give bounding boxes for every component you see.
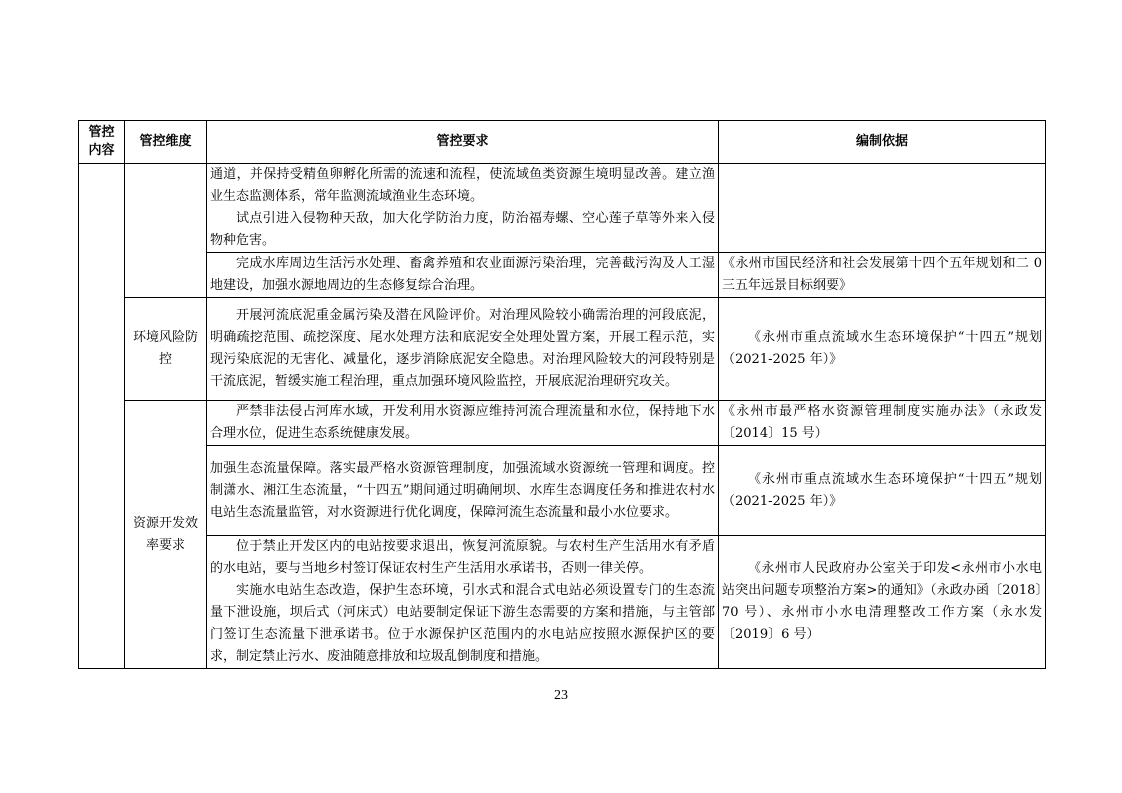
basis-cell	[719, 298, 1046, 401]
basis-cell	[719, 401, 1046, 446]
requirement-cell	[207, 298, 719, 401]
basis-text: 《永州市重点流域水生态环境保护“十四五”规划（2021-2025 年）》	[722, 471, 1042, 509]
requirement-cell	[207, 253, 719, 298]
dimension-cell	[125, 401, 207, 669]
basis-cell	[719, 536, 1046, 669]
requirement-text: 实施水电站生态改造，保护生态环境，引水式和混合式电站必须设置专门的生态流量下泄设施，坝后式（河床式）电站要制定保证下游生态需要的方案和措施，与主管部门签订生态流量下泄承诺书。位于水源保护区范围内的水电站应按照水源保护区的要求，制定禁止污水、废油随意排放和垃圾乱倒制度和措施。	[210, 583, 715, 664]
basis-text: 《永州市人民政府办公室关于印发<永州市小水电站突出问题专项整治方案>的通知》（永政办函〔2018〕70 号）、永州市小水电清理整改工作方案（永水发〔2019〕6 号）	[722, 561, 1042, 642]
requirement-text: 试点引进入侵物种天敌，加大化学防治力度，防治福寿螺、空心莲子草等外来入侵物种危害。	[210, 211, 715, 248]
requirement-text: 严禁非法侵占河库水域，开发利用水资源应维持河流合理流量和水位，保持地下水合理水位，促进生态系统健康发展。	[210, 404, 715, 441]
table-row	[79, 253, 1046, 298]
header-dimension: 管控维度	[125, 121, 207, 164]
requirement-cell	[207, 164, 719, 253]
requirement-text: 开展河流底泥重金属污染及潜在风险评价。对治理风险较小确需治理的河段底泥，明确疏挖范围、疏挖深度、尾水处理方法和底泥安全处理处置方案，开展工程示范，实现污染底泥的无害化、减量化，逐步消除底泥安全隐患。对治理风险较大的河段特别是干流底泥，暂缓实施工程治理，重点加强环境风险监控，开展底泥治理研究攻关。	[210, 308, 715, 389]
requirement-cell	[207, 536, 719, 669]
table-row	[79, 164, 1046, 253]
table-row	[79, 446, 1046, 536]
control-requirements-table	[78, 120, 1046, 669]
table-row	[79, 298, 1046, 401]
requirement-text: 加强生态流量保障。落实最严格水资源管理制度，加强流域水资源统一管理和调度。控制潇水、湘江生态流量，“十四五”期间通过明确闸坝、水库生态调度任务和推进农村水电站生态流量监管，对水资源进行优化调度，保障河流生态流量和最小水位要求。	[210, 460, 715, 520]
header-requirement: 管控要求	[207, 121, 719, 164]
content-cell	[79, 164, 125, 669]
basis-cell	[719, 164, 1046, 253]
dimension-label: 资源开发效率要求	[132, 515, 198, 553]
dimension-cell	[125, 298, 207, 401]
header-content: 管控 内容	[79, 121, 125, 164]
dimension-cell	[125, 164, 207, 298]
basis-text: 《永州市最严格水资源管理制度实施办法》（永政发〔2014〕15 号）	[722, 404, 1042, 441]
basis-text: 《永州市重点流域水生态环境保护“十四五”规划（2021-2025 年）》	[722, 330, 1042, 367]
table-row	[79, 536, 1046, 669]
basis-cell	[719, 446, 1046, 536]
requirement-cell	[207, 401, 719, 446]
basis-text: 《永州市国民经济和社会发展第十四个五年规划和二 0 三五年远景目标纲要》	[722, 256, 1042, 293]
page-number: 23	[554, 688, 568, 703]
table-row	[79, 401, 1046, 446]
basis-cell	[719, 253, 1046, 298]
table-header-row	[79, 121, 1046, 164]
header-basis: 编制依据	[719, 121, 1046, 164]
requirement-text: 通道，并保持受精鱼卵孵化所需的流速和流程，使流域鱼类资源生境明显改善。建立渔业生态监测体系，常年监测流域渔业生态环境。	[210, 167, 715, 204]
requirement-text: 位于禁止开发区内的电站按要求退出，恢复河流原貌。与农村生产生活用水有矛盾的水电站，要与当地乡村签订保证农村生产生活用水承诺书，否则一律关停。	[210, 539, 715, 576]
requirement-cell	[207, 446, 719, 536]
dimension-label: 环境风险防控	[132, 330, 198, 367]
requirement-text: 完成水库周边生活污水处理、畜禽养殖和农业面源污染治理，完善截污沟及人工湿地建设，加强水源地周边的生态修复综合治理。	[210, 256, 715, 293]
